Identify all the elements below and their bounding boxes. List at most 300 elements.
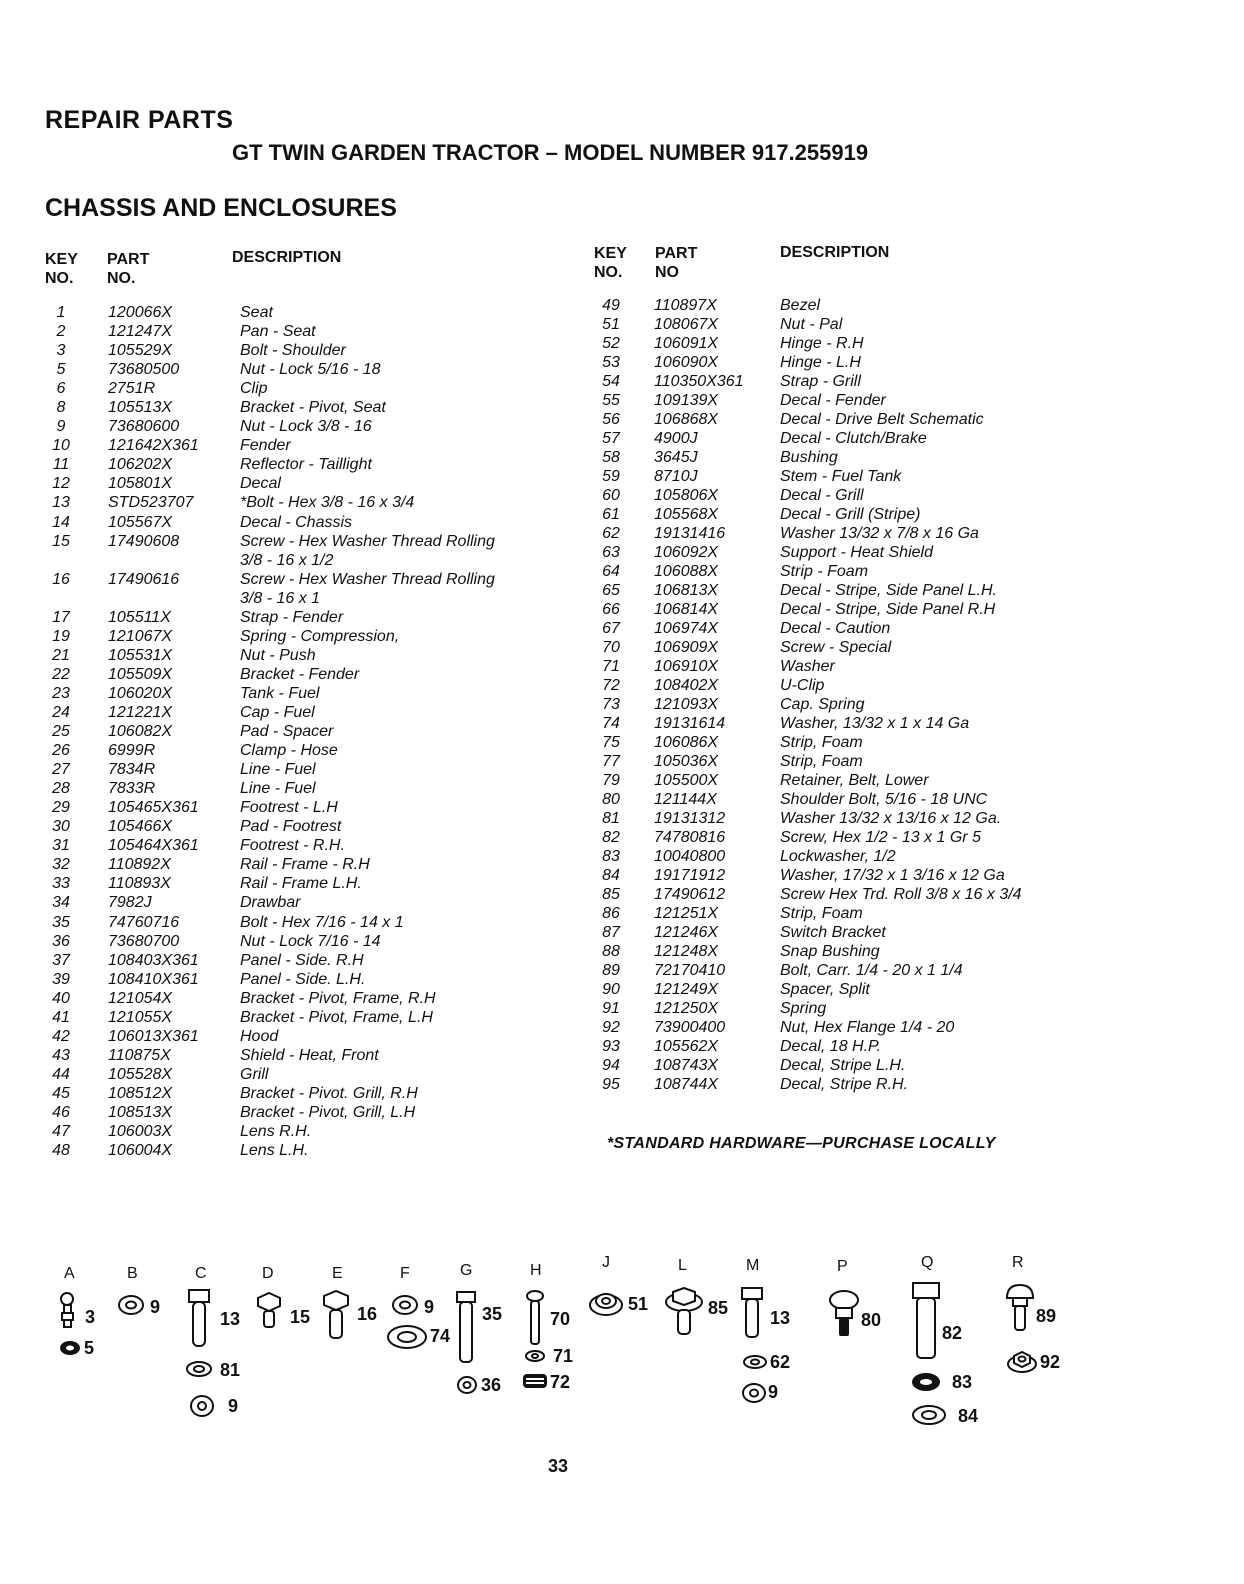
description-header-left: DESCRIPTION bbox=[232, 249, 342, 266]
hardware-letter-f: F bbox=[400, 1265, 410, 1282]
washer-icon bbox=[186, 1360, 214, 1378]
table-row bbox=[44, 971, 564, 990]
table-row bbox=[44, 990, 564, 1009]
part-description: Lens R.H. bbox=[240, 1123, 312, 1141]
lock-nut-icon bbox=[742, 1382, 768, 1404]
part-number: 105528X bbox=[108, 1065, 173, 1083]
part-description: Bracket - Pivot, Frame, R.H bbox=[240, 989, 436, 1007]
table-row bbox=[594, 734, 1094, 753]
part-description: Screw - Hex Washer Thread Rolling bbox=[240, 570, 495, 588]
key-number: 86 bbox=[602, 905, 620, 922]
part-description: Retainer, Belt, Lower bbox=[780, 772, 929, 789]
part-description: Switch Bracket bbox=[780, 924, 886, 941]
lock-nut-icon bbox=[457, 1376, 477, 1394]
part-number: 110875X bbox=[108, 1046, 171, 1064]
key-number: 44 bbox=[52, 1065, 70, 1083]
part-description: Decal - Clutch/Brake bbox=[780, 430, 927, 447]
part-number: 73900400 bbox=[654, 1019, 726, 1036]
table-row bbox=[594, 1038, 1094, 1057]
callout-81: 81 bbox=[220, 1360, 241, 1380]
part-description: Rail - Frame - R.H bbox=[240, 856, 370, 874]
key-number: 65 bbox=[602, 582, 620, 599]
part-description: Decal - Grill bbox=[780, 487, 864, 504]
hardware-letter-h: H bbox=[530, 1262, 542, 1279]
callout-16: 16 bbox=[357, 1304, 378, 1324]
table-row bbox=[44, 875, 564, 894]
part-description: 3/8 - 16 x 1/2 bbox=[240, 551, 334, 569]
part-number: 121642X361 bbox=[108, 437, 199, 455]
part-number: 108402X bbox=[654, 677, 719, 694]
washer-icon bbox=[742, 1354, 768, 1370]
part-number: 105036X bbox=[654, 753, 719, 770]
part-description: Nut - Push bbox=[240, 646, 316, 664]
part-number: 106003X bbox=[108, 1123, 173, 1141]
parts-table-right bbox=[594, 297, 1094, 1095]
shoulder-bolt-icon bbox=[58, 1292, 78, 1332]
key-number: 32 bbox=[52, 856, 70, 874]
part-description: Bracket - Pivot, Grill, L.H bbox=[240, 1103, 416, 1121]
key-number: 27 bbox=[52, 761, 70, 779]
part-number: 17490608 bbox=[108, 532, 180, 550]
table-row bbox=[594, 791, 1094, 810]
part-description: Decal - Stripe, Side Panel L.H. bbox=[780, 582, 997, 599]
table-row bbox=[44, 399, 564, 418]
key-number: 81 bbox=[602, 810, 620, 827]
table-row bbox=[44, 609, 564, 628]
table-row bbox=[594, 886, 1094, 905]
table-row bbox=[44, 533, 564, 552]
part-description: Clamp - Hose bbox=[240, 742, 338, 760]
key-number: 12 bbox=[52, 475, 70, 493]
callout-9: 9 bbox=[150, 1297, 161, 1317]
part-header-left: PART NO. bbox=[107, 251, 150, 287]
part-number: 108513X bbox=[108, 1103, 173, 1121]
thread-rolling-screw-icon bbox=[256, 1292, 282, 1332]
key-number: 19 bbox=[52, 627, 70, 645]
table-row bbox=[44, 571, 564, 590]
part-number: 6999R bbox=[108, 742, 156, 760]
description-header-right: DESCRIPTION bbox=[780, 244, 890, 261]
key-number: 9 bbox=[56, 418, 66, 436]
part-number: 106086X bbox=[654, 734, 719, 751]
part-number: 3645J bbox=[654, 449, 698, 466]
key-number: 56 bbox=[602, 411, 620, 428]
table-row bbox=[594, 316, 1094, 335]
part-description: Drawbar bbox=[240, 894, 301, 912]
key-number: 23 bbox=[52, 684, 70, 702]
part-description: Spring bbox=[780, 1000, 827, 1017]
part-number: 121250X bbox=[654, 1000, 719, 1017]
part-description: Washer bbox=[780, 658, 835, 675]
part-number: 106088X bbox=[654, 563, 719, 580]
callout-13: 13 bbox=[220, 1309, 241, 1329]
part-description: Lens L.H. bbox=[240, 1142, 309, 1160]
callout-62: 62 bbox=[770, 1352, 791, 1372]
table-row bbox=[594, 810, 1094, 829]
key-number: 43 bbox=[52, 1046, 70, 1064]
key-number: 1 bbox=[56, 304, 66, 321]
part-number: 106092X bbox=[654, 544, 719, 561]
part-number: 19131312 bbox=[654, 810, 726, 827]
hex-bolt-icon bbox=[740, 1286, 764, 1342]
hardware-letter-l: L bbox=[678, 1257, 687, 1274]
table-row bbox=[594, 392, 1094, 411]
section-title: CHASSIS AND ENCLOSURES bbox=[45, 194, 397, 222]
table-row bbox=[594, 525, 1094, 544]
table-row bbox=[44, 704, 564, 723]
part-description: Strip, Foam bbox=[780, 753, 863, 770]
part-description: Screw Hex Trd. Roll 3/8 x 16 x 3/4 bbox=[780, 886, 1022, 903]
table-row bbox=[44, 856, 564, 875]
table-row bbox=[44, 475, 564, 494]
part-number: 108743X bbox=[654, 1057, 719, 1074]
table-row bbox=[44, 1009, 564, 1028]
part-number: 105562X bbox=[654, 1038, 719, 1055]
part-description: Snap Bushing bbox=[780, 943, 880, 960]
part-number: 108512X bbox=[108, 1084, 173, 1102]
part-number: 121054X bbox=[108, 989, 173, 1007]
table-row bbox=[44, 1028, 564, 1047]
part-description: Bolt, Carr. 1/4 - 20 x 1 1/4 bbox=[780, 962, 963, 979]
part-description: Decal, Stripe R.H. bbox=[780, 1076, 909, 1093]
key-number: 95 bbox=[602, 1076, 620, 1093]
part-number: 106090X bbox=[654, 354, 719, 371]
u-clip-icon bbox=[522, 1372, 548, 1390]
key-number: 49 bbox=[602, 297, 620, 314]
key-number: 75 bbox=[602, 734, 620, 751]
key-number: 13 bbox=[52, 494, 70, 512]
key-number: 22 bbox=[52, 665, 70, 683]
key-number: 17 bbox=[52, 608, 70, 626]
part-description: Washer, 13/32 x 1 x 14 Ga bbox=[780, 715, 970, 732]
part-number: 110350X361 bbox=[654, 373, 744, 390]
part-description: Decal, 18 H.P. bbox=[780, 1038, 882, 1055]
table-row bbox=[594, 430, 1094, 449]
callout-13: 13 bbox=[770, 1308, 791, 1328]
part-number: 121144X bbox=[654, 791, 717, 808]
key-number: 63 bbox=[602, 544, 620, 561]
part-description: Line - Fuel bbox=[240, 761, 316, 779]
key-number: 6 bbox=[56, 380, 66, 398]
key-number: 93 bbox=[602, 1038, 620, 1055]
part-number: 121067X bbox=[108, 627, 173, 645]
table-row bbox=[44, 685, 564, 704]
hex-washer-screw-icon bbox=[664, 1286, 704, 1338]
table-row bbox=[44, 380, 564, 399]
table-row bbox=[44, 1123, 564, 1142]
part-description: Hood bbox=[240, 1027, 279, 1045]
part-description: Spring - Compression, bbox=[240, 627, 400, 645]
hardware-letter-m: M bbox=[746, 1257, 760, 1274]
table-row bbox=[594, 468, 1094, 487]
part-number: 121247X bbox=[108, 323, 173, 341]
part-description: Strap - Fender bbox=[240, 608, 344, 626]
part-number: 7834R bbox=[108, 761, 156, 779]
part-description: Nut - Lock 5/16 - 18 bbox=[240, 361, 381, 379]
callout-3: 3 bbox=[85, 1307, 96, 1327]
table-row bbox=[594, 981, 1094, 1000]
key-number: 42 bbox=[52, 1027, 70, 1045]
part-header-right: PART NO bbox=[655, 245, 698, 281]
part-number: 108067X bbox=[654, 316, 719, 333]
table-row bbox=[594, 411, 1094, 430]
hardware-letter-r: R bbox=[1012, 1254, 1024, 1271]
part-number: 105509X bbox=[108, 665, 173, 683]
lock-nut-icon bbox=[392, 1294, 420, 1316]
part-number: 19131416 bbox=[654, 525, 726, 542]
part-number: 121248X bbox=[654, 943, 719, 960]
part-number: 121251X bbox=[654, 905, 719, 922]
table-row bbox=[594, 867, 1094, 886]
part-description: Strip, Foam bbox=[780, 905, 863, 922]
part-number: 105806X bbox=[654, 487, 719, 504]
key-number: 57 bbox=[602, 430, 620, 447]
table-row bbox=[44, 837, 564, 856]
callout-36: 36 bbox=[481, 1375, 502, 1395]
lock-nut-icon bbox=[118, 1294, 146, 1316]
key-number: 21 bbox=[52, 646, 70, 664]
key-number: 66 bbox=[602, 601, 620, 618]
parts-table-left bbox=[44, 304, 564, 1161]
table-row bbox=[44, 628, 564, 647]
key-number: 58 bbox=[602, 449, 620, 466]
part-description: U-Clip bbox=[780, 677, 825, 694]
key-number: 52 bbox=[602, 335, 620, 352]
hardware-letter-c: C bbox=[195, 1265, 207, 1282]
key-number: 2 bbox=[56, 323, 66, 341]
part-description: Nut - Pal bbox=[780, 316, 843, 333]
key-number: 67 bbox=[602, 620, 620, 637]
hardware-letter-g: G bbox=[460, 1262, 473, 1279]
part-description: *Bolt - Hex 3/8 - 16 x 3/4 bbox=[240, 494, 415, 512]
key-number: 87 bbox=[602, 924, 620, 941]
part-number: 106013X361 bbox=[108, 1027, 199, 1045]
table-row bbox=[44, 952, 564, 971]
table-row bbox=[44, 761, 564, 780]
part-description: Bracket - Fender bbox=[240, 665, 360, 683]
lock-nut-icon bbox=[190, 1394, 216, 1418]
part-number: 105466X bbox=[108, 818, 173, 836]
key-number: 77 bbox=[602, 753, 620, 770]
table-row bbox=[594, 1000, 1094, 1019]
part-description: Screw, Hex 1/2 - 13 x 1 Gr 5 bbox=[780, 829, 981, 846]
washer-icon bbox=[525, 1350, 545, 1362]
thread-rolling-screw-icon bbox=[322, 1290, 350, 1342]
part-number: 105529X bbox=[108, 342, 173, 360]
table-row bbox=[594, 373, 1094, 392]
table-row bbox=[594, 620, 1094, 639]
part-number: 121055X bbox=[108, 1008, 173, 1026]
key-number: 71 bbox=[602, 658, 620, 675]
part-number: 19171912 bbox=[654, 867, 726, 884]
part-number: 17490616 bbox=[108, 570, 180, 588]
table-row bbox=[594, 696, 1094, 715]
table-row bbox=[44, 1066, 564, 1085]
shoulder-bolt-icon bbox=[828, 1290, 862, 1340]
part-number: 10040800 bbox=[654, 848, 726, 865]
part-description: Screw - Special bbox=[780, 639, 892, 656]
key-number: 92 bbox=[602, 1019, 620, 1036]
part-number: 73680700 bbox=[108, 932, 180, 950]
key-number: 48 bbox=[52, 1142, 70, 1160]
part-number: 105500X bbox=[654, 772, 719, 789]
part-description: Panel - Side. L.H. bbox=[240, 970, 366, 988]
key-number: 30 bbox=[52, 818, 70, 836]
part-number: 105511X bbox=[108, 608, 171, 626]
part-description: Cap - Fuel bbox=[240, 703, 315, 721]
page-subtitle: GT TWIN GARDEN TRACTOR – MODEL NUMBER 917.255919 bbox=[232, 140, 869, 165]
part-description: Fender bbox=[240, 437, 291, 455]
table-row bbox=[594, 297, 1094, 316]
table-row bbox=[44, 1047, 564, 1066]
part-description: Footrest - R.H. bbox=[240, 837, 345, 855]
table-row bbox=[44, 723, 564, 742]
part-description: Hinge - R.H bbox=[780, 335, 864, 352]
key-number: 84 bbox=[602, 867, 620, 884]
part-number: 106082X bbox=[108, 723, 173, 741]
part-number: 120066X bbox=[108, 304, 173, 321]
key-number: 90 bbox=[602, 981, 620, 998]
table-row bbox=[594, 639, 1094, 658]
table-row bbox=[44, 666, 564, 685]
key-number: 53 bbox=[602, 354, 620, 371]
part-number: 7833R bbox=[108, 780, 156, 798]
key-number: 8 bbox=[56, 399, 66, 417]
key-number: 24 bbox=[52, 703, 70, 721]
part-number: 121246X bbox=[654, 924, 719, 941]
key-number: 5 bbox=[56, 361, 66, 379]
key-number: 11 bbox=[52, 456, 70, 474]
part-number: 106004X bbox=[108, 1142, 173, 1160]
callout-84: 84 bbox=[958, 1406, 979, 1426]
part-description: Washer, 17/32 x 1 3/16 x 12 Ga bbox=[780, 867, 1005, 884]
hardware-letter-b: B bbox=[127, 1265, 138, 1282]
part-number: 106814X bbox=[654, 601, 719, 618]
key-number: 47 bbox=[52, 1123, 70, 1141]
part-description: Stem - Fuel Tank bbox=[780, 468, 902, 485]
part-description: Rail - Frame L.H. bbox=[240, 875, 362, 893]
hardware-letter-a: A bbox=[64, 1265, 75, 1282]
washer-icon bbox=[911, 1404, 947, 1426]
part-number: 74760716 bbox=[108, 913, 180, 931]
key-number: 36 bbox=[52, 932, 70, 950]
table-row bbox=[594, 753, 1094, 772]
table-row bbox=[594, 772, 1094, 791]
table-row bbox=[44, 437, 564, 456]
table-row bbox=[44, 799, 564, 818]
callout-5: 5 bbox=[84, 1338, 95, 1358]
callout-51: 51 bbox=[628, 1294, 649, 1314]
part-number: 121093X bbox=[654, 696, 719, 713]
key-number: 25 bbox=[52, 723, 70, 741]
standard-hardware-note: *STANDARD HARDWARE—PURCHASE LOCALLY bbox=[607, 1135, 996, 1152]
part-number: 105465X361 bbox=[108, 799, 199, 817]
table-row bbox=[594, 1076, 1094, 1095]
key-number: 29 bbox=[52, 799, 70, 817]
key-number: 54 bbox=[602, 373, 620, 390]
part-number: 2751R bbox=[108, 380, 156, 398]
part-number: 105464X361 bbox=[108, 837, 199, 855]
part-description: Bolt - Shoulder bbox=[240, 342, 346, 360]
table-row bbox=[44, 304, 564, 323]
table-row bbox=[44, 456, 564, 475]
callout-72: 72 bbox=[550, 1372, 571, 1392]
part-description: Decal - Stripe, Side Panel R.H bbox=[780, 601, 996, 618]
hex-bolt-icon bbox=[186, 1288, 212, 1350]
part-number: 105567X bbox=[108, 513, 173, 531]
part-number: 109139X bbox=[654, 392, 719, 409]
part-number: 106868X bbox=[654, 411, 719, 428]
table-row bbox=[594, 487, 1094, 506]
key-number: 15 bbox=[52, 532, 70, 550]
callout-9: 9 bbox=[424, 1297, 435, 1317]
key-number: 28 bbox=[52, 780, 70, 798]
callout-9: 9 bbox=[228, 1396, 239, 1416]
key-number: 62 bbox=[602, 525, 620, 542]
part-description: Bolt - Hex 7/16 - 14 x 1 bbox=[240, 913, 404, 931]
key-number: 16 bbox=[52, 570, 70, 588]
part-number: 106202X bbox=[108, 456, 173, 474]
table-row bbox=[594, 905, 1094, 924]
part-number: STD523707 bbox=[108, 494, 194, 512]
key-header-right: KEY NO. bbox=[594, 245, 627, 281]
part-description: Decal - Chassis bbox=[240, 513, 353, 531]
part-number: 74780816 bbox=[654, 829, 726, 846]
part-description: Hinge - L.H bbox=[780, 354, 861, 371]
part-number: 110892X bbox=[108, 856, 171, 874]
part-description: Strip - Foam bbox=[780, 563, 869, 580]
part-number: 8710J bbox=[654, 468, 698, 485]
carriage-bolt-icon bbox=[1006, 1284, 1034, 1336]
hex-bolt-icon bbox=[911, 1280, 941, 1362]
part-description: Nut, Hex Flange 1/4 - 20 bbox=[780, 1019, 955, 1036]
key-number: 91 bbox=[602, 1000, 620, 1017]
part-description: Decal - Caution bbox=[780, 620, 891, 637]
key-number: 94 bbox=[602, 1057, 620, 1074]
lock-nut-icon bbox=[60, 1340, 80, 1356]
part-number: 4900J bbox=[654, 430, 698, 447]
key-number: 82 bbox=[602, 829, 620, 846]
key-number: 72 bbox=[602, 677, 620, 694]
key-number: 10 bbox=[52, 437, 70, 455]
callout-71: 71 bbox=[553, 1346, 574, 1366]
table-row bbox=[44, 742, 564, 761]
table-row bbox=[594, 677, 1094, 696]
hardware-letter-e: E bbox=[332, 1265, 343, 1282]
table-row bbox=[44, 590, 564, 609]
part-description: Decal - Drive Belt Schematic bbox=[780, 411, 984, 428]
part-number: 106020X bbox=[108, 684, 173, 702]
part-description: Spacer, Split bbox=[780, 981, 870, 998]
part-number: 110897X bbox=[654, 297, 717, 314]
key-number: 73 bbox=[602, 696, 620, 713]
part-description: Decal - Fender bbox=[780, 392, 886, 409]
washer-icon bbox=[386, 1324, 428, 1350]
table-row bbox=[594, 582, 1094, 601]
part-number: 105568X bbox=[654, 506, 719, 523]
table-row bbox=[594, 1057, 1094, 1076]
table-row bbox=[44, 647, 564, 666]
callout-74: 74 bbox=[430, 1326, 451, 1346]
table-row bbox=[44, 1142, 564, 1161]
table-row bbox=[44, 418, 564, 437]
key-number: 70 bbox=[602, 639, 620, 656]
key-number: 37 bbox=[52, 951, 70, 969]
part-description: Bracket - Pivot, Frame, L.H bbox=[240, 1008, 433, 1026]
callout-82: 82 bbox=[942, 1323, 963, 1343]
table-row bbox=[44, 361, 564, 380]
table-row bbox=[594, 848, 1094, 867]
